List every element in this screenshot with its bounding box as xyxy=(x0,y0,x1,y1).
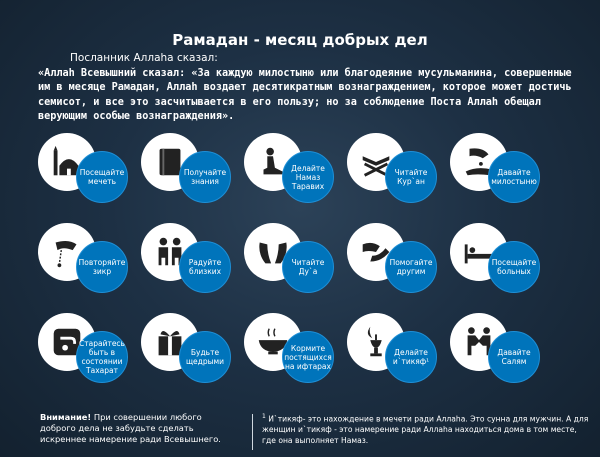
footer-divider xyxy=(252,414,253,450)
deed-mosque xyxy=(38,133,148,223)
deed-label: Кормите постящихся на ифтарах xyxy=(282,331,334,383)
deed-label: Давайте Салям xyxy=(488,331,540,383)
deed-label: Радуйте близких xyxy=(179,241,231,293)
deed-itikaf xyxy=(347,313,457,403)
deed-label: Делайте Намаз Таравих xyxy=(282,151,334,203)
hadith-quote: «Аллаh Всевышний сказал: «За каждую милостыню или благодеяние мусульманина, совершенные им в месяце Рамадан, Аллаh воздает десятикратным вознаграждением, которое может достичь семисот, и все это засчитывается в его пользу; но за соблюдение Поста Аллаh обещал верующим особые вознаграждения». xyxy=(38,68,572,123)
deed-label: Читайте Кур`ан xyxy=(385,151,437,203)
deed-label: Будьте щедрыми xyxy=(179,331,231,383)
deed-charity xyxy=(450,133,560,223)
warning-note xyxy=(40,412,240,445)
deed-sick xyxy=(450,223,560,313)
deed-taharat xyxy=(38,313,148,403)
deed-taraweeh xyxy=(244,133,354,223)
deed-label: Давайте милостыню xyxy=(488,151,540,203)
deed-quran xyxy=(347,133,457,223)
footnote-marker: 1 xyxy=(262,413,266,420)
deed-label: Получайте знания xyxy=(179,151,231,203)
good-deeds-grid xyxy=(38,133,590,403)
deed-label: Помогайте другим xyxy=(385,241,437,293)
deed-relatives xyxy=(141,223,251,313)
deed-salam xyxy=(450,313,560,403)
deed-label: Посещайте больных xyxy=(488,241,540,293)
deed-label: Старайтесь быть в состоянии Тахарат xyxy=(76,331,128,383)
deed-iftar xyxy=(244,313,354,403)
deed-generous xyxy=(141,313,251,403)
page-title: Рамадан - месяц добрых дел xyxy=(172,31,428,49)
intro-text: Посланник Аллаhа сказал: xyxy=(70,52,218,64)
deed-label: Читайте Ду`а xyxy=(282,241,334,293)
deed-help xyxy=(347,223,457,313)
itikaf-footnote xyxy=(262,412,592,446)
deed-label: Повторяйте зикр xyxy=(76,241,128,293)
deed-knowledge xyxy=(141,133,251,223)
warning-text: При совершении любого доброго дела не забудьте сделать искреннее намерение ради Всевышнего. xyxy=(40,412,221,444)
footnote-text: И`тикяф- это нахождение в мечети ради Аллаhа. Это сунна для мужчин. А для женщин и`тикяф - это намерение ради Аллаhа находиться дома в том месте, где она выполняет Намаз. xyxy=(262,414,589,445)
deed-zikr xyxy=(38,223,148,313)
deed-dua xyxy=(244,223,354,313)
deed-label: Посещайте мечеть xyxy=(76,151,128,203)
warning-label: Внимание! xyxy=(40,412,92,422)
deed-label: Делайте и`тикяф¹ xyxy=(385,331,437,383)
